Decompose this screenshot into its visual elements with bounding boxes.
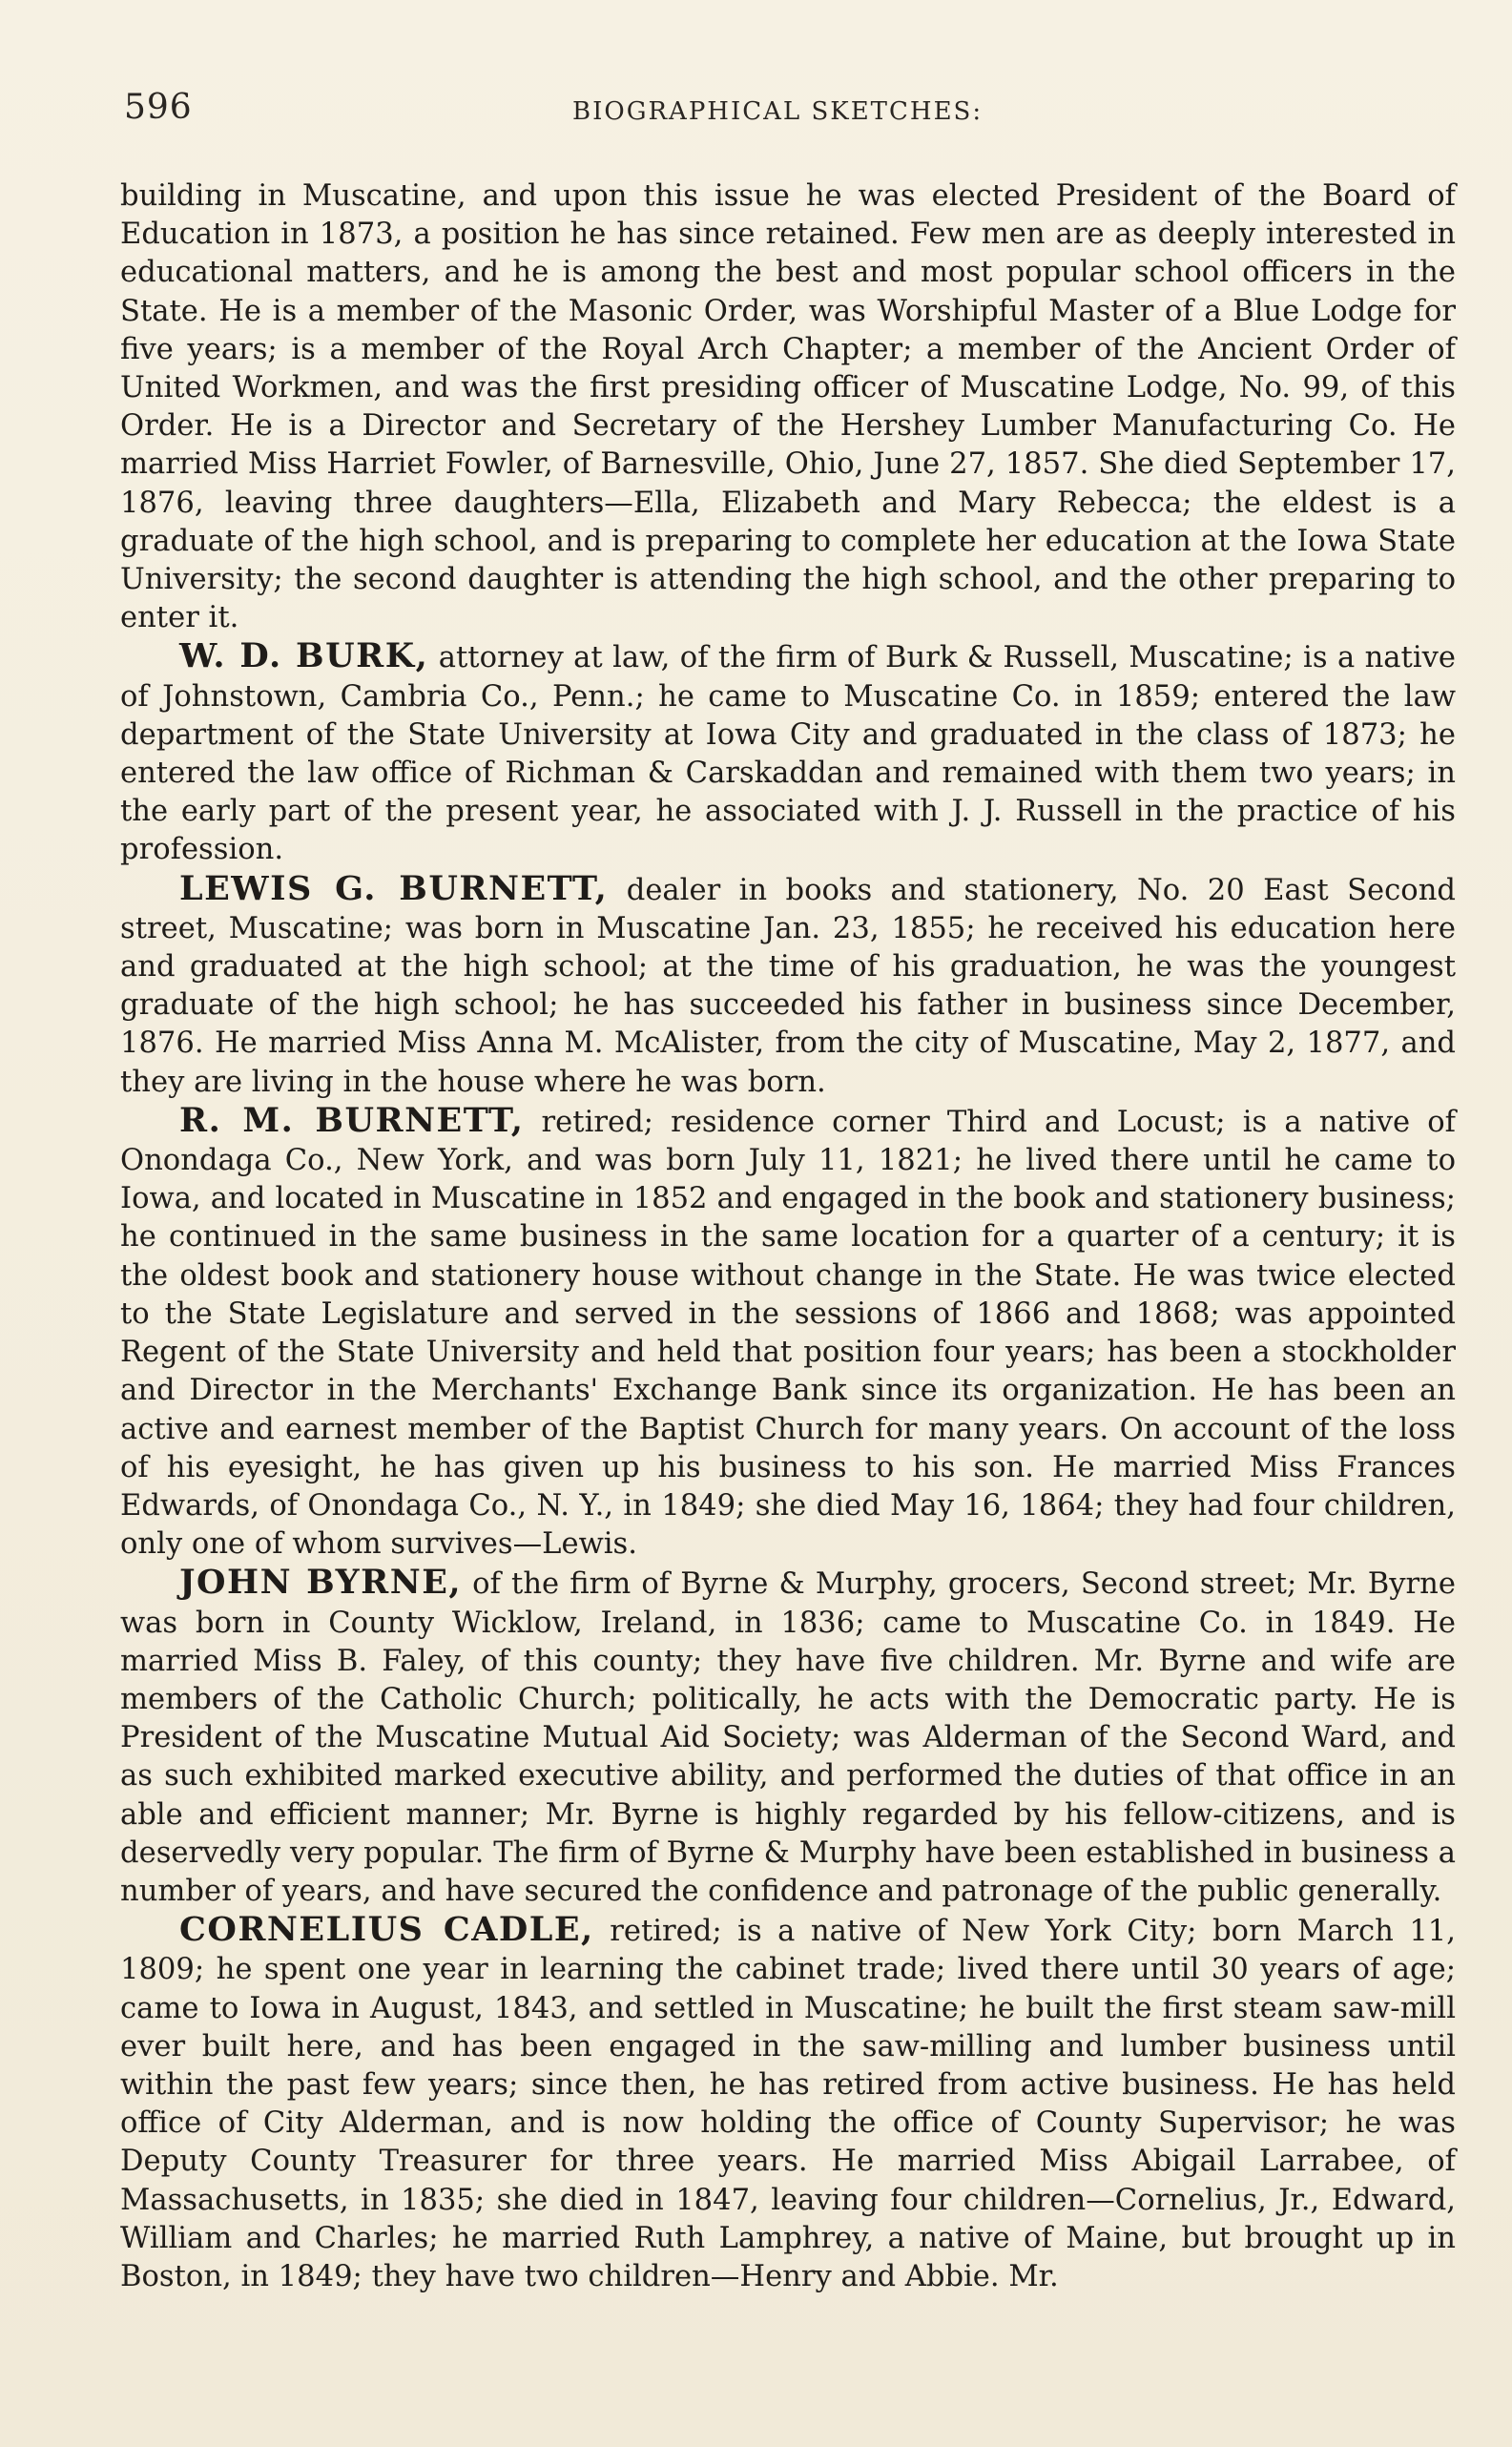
entry-name: W. D. BURK, <box>179 636 429 676</box>
entry-text: attorney at law, of the firm of Burk & Russell, Muscatine; is a native of Johnstown, Cambria Co., Penn.; he came to Muscatine Co. in 1859; entered the law department of the State University at Iowa City and graduated in the class of 1873; he entered the law office of Richman & Carskaddan and remained with them two years; in the early part of the present year, he associated with J. J. Russell in the practice of his profession. <box>120 641 1456 867</box>
entry-text: retired; residence corner Third and Locust; is a native of Onondaga Co., New York, and was born July 11, 1821; he lived there until he came to Iowa, and located in Muscatine in 1852 and engaged in the book and stationery business; he continued in the same business in the same location for a quarter of a century; it is the oldest book and stationery house without change in the State. He was twice elected to the State Legislature and served in the sessions of 1866 and 1868; was appointed Regent of the State University and held that position four years; has been a stockholder and Director in the Merchants' Exchange Bank since its organization. He has been an active and earnest member of the Baptist Church for many years. On account of the loss of his eyesight, he has given up his business to his son. He married Miss Frances Edwards, of Onondaga Co., N. Y., in 1849; she died May 16, 1864; they had four children, only one of whom survives—Lewis. <box>120 1105 1456 1562</box>
entry-text: of the firm of Byrne & Murphy, grocers, Second street; Mr. Byrne was born in County Wicklow, Ireland, in 1836; came to Muscatine Co. in 1849. He married Miss B. Faley, of this county; they have five children. Mr. Byrne and wife are members of the Catholic Church; politically, he acts with the Democratic party. He is President of the Muscatine Mutual Aid Society; was Alderman of the Second Ward, and as such exhibited marked executive ability, and performed the duties of that office in an able and efficient manner; Mr. Byrne is highly regarded by his fellow-citizens, and is deservedly very popular. The firm of Byrne & Murphy have been established in business a number of years, and have secured the confidence and patronage of the public generally. <box>120 1567 1456 1908</box>
page-number: 596 <box>124 88 193 127</box>
entry-w-d-burk <box>120 637 1456 869</box>
entry-text: dealer in books and stationery, No. 20 East Second street, Muscatine; was born in Muscatine Jan. 23, 1855; he received his education here and graduated at the high school; at the time of his graduation, he was the youngest graduate of the high school; he has succeeded his father in business since December, 1876. He married Miss Anna M. McAlister, from the city of Muscatine, May 2, 1877, and they are living in the house where he was born. <box>120 873 1456 1099</box>
paragraph-text: building in Muscatine, and upon this issue he was elected President of the Board of Education in 1873, a position he has since retained. Few men are as deeply interested in educational matters, and he is among the best and most popular school officers in the State. He is a member of the Masonic Order, was Worshipful Master of a Blue Lodge for five years; is a member of the Royal Arch Chapter; a member of the Ancient Order of United Workmen, and was the first presiding officer of Muscatine Lodge, No. 99, of this Order. He is a Director and Secretary of the Hershey Lumber Manufacturing Co. He married Miss Harriet Fowler, of Barnesville, Ohio, June 27, 1857. She died September 17, 1876, leaving three daughters—Ella, Elizabeth and Mary Rebecca; the eldest is a graduate of the high school, and is preparing to complete her education at the Iowa State University; the second daughter is attending the high school, and the other preparing to enter it. <box>120 179 1456 635</box>
entry-r-m-burnett <box>120 1102 1456 1564</box>
paragraph-continuation <box>120 177 1456 637</box>
entry-john-byrne <box>120 1564 1456 1911</box>
entry-name: LEWIS G. BURNETT, <box>179 868 609 908</box>
running-head: BIOGRAPHICAL SKETCHES: <box>572 97 984 126</box>
entry-lewis-g-burnett <box>120 870 1456 1102</box>
entry-name: JOHN BYRNE, <box>179 1563 463 1603</box>
entry-cornelius-cadle <box>120 1911 1456 2296</box>
entry-text: retired; is a native of New York City; born March 11, 1809; he spent one year in learning the cabinet trade; lived there until 30 years of age; came to Iowa in August, 1843, and settled in Muscatine; he built the first steam saw-mill ever built here, and has been engaged in the saw-milling and lumber business until within the past few years; since then, he has retired from active business. He has held office of City Alderman, and is now holding the office of County Supervisor; he was Deputy County Treasurer for three years. He married Miss Abigail Larrabee, of Massachusetts, in 1835; she died in 1847, leaving four children—Cornelius, Jr., Edward, William and Charles; he married Ruth Lamphrey, a native of Maine, but brought up in Boston, in 1849; they have two children—Henry and Abbie. Mr. <box>120 1915 1456 2293</box>
body-text <box>120 177 1456 2296</box>
entry-name: CORNELIUS CADLE, <box>179 1910 594 1950</box>
entry-name: R. M. BURNETT, <box>179 1100 525 1140</box>
page-header <box>124 88 1460 135</box>
